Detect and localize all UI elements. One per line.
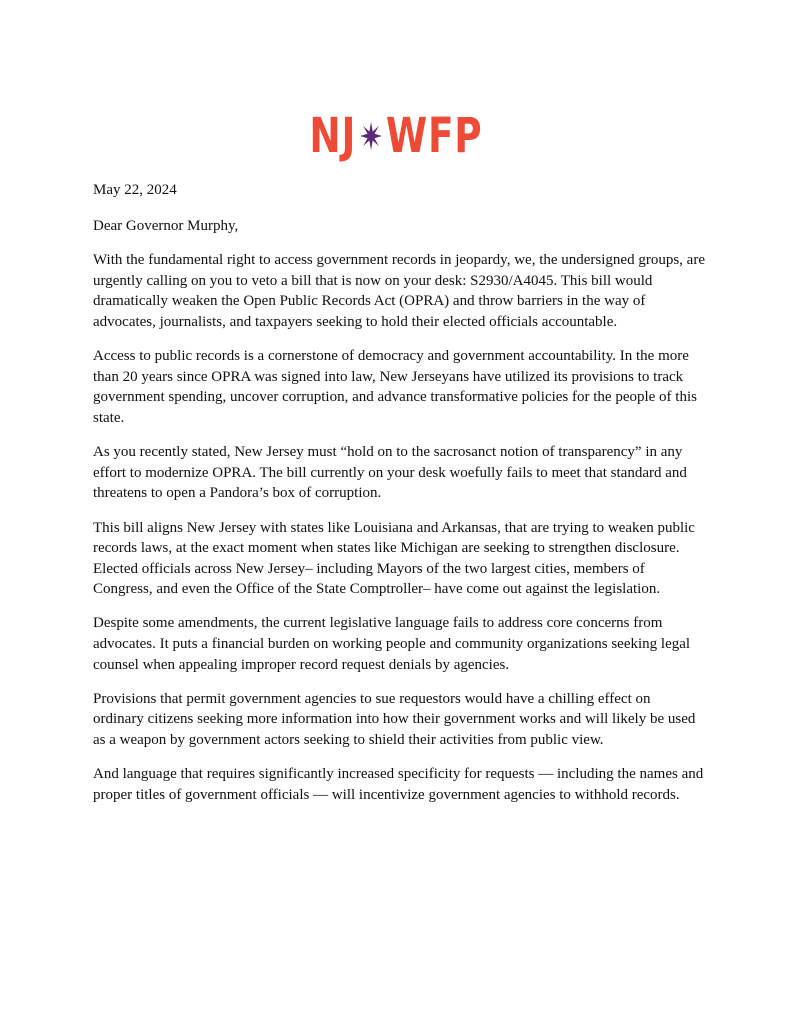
- letter-paragraph: This bill aligns New Jersey with states like Louisiana and Arkansas, that are trying to weaken public records laws, at the exact moment when states like Michigan are seeking to strengthen disclosure. Elected officials across New Jersey– including Mayors of the two largest cities, members of Congress, and even the Office of the State Comptroller– have come out against the legislation.: [93, 519, 695, 598]
- letter-paragraph: With the fundamental right to access government records in jeopardy, we, the undersigned groups, are urgently calling on you to veto a bill that is now on your desk: S2930/A4045. This bill would dramatically weaken the Open Public Records Act (OPRA) and throw barriers in the way of advocates, journalists, and taxpayers seeking to hold their elected officials accountable.: [93, 252, 705, 330]
- letter-body: [93, 180, 705, 819]
- purple-star-icon: [359, 121, 382, 151]
- nj-wfp-logo: [308, 108, 483, 164]
- letterhead-logo: [0, 108, 791, 164]
- logo-left-text: NJ: [308, 108, 356, 164]
- letter-paragraph: As you recently stated, New Jersey must “hold on to the sacrosanct notion of transparency” in any effort to modernize OPRA. The bill currently on your desk woefully fails to meet that standard and threatens to open a Pandora’s box of corruption.: [93, 444, 687, 502]
- letter-salutation: Dear Governor Murphy,: [93, 217, 239, 234]
- letter-paragraph: Access to public records is a cornerstone of democracy and government accountability. In the more than 20 years since OPRA was signed into law, New Jerseyans have utilized its provisions to track government spending, uncover corruption, and advance transformative policies for the people of this state.: [93, 348, 697, 426]
- letter-paragraph: Provisions that permit government agencies to sue requestors would have a chilling effect on ordinary citizens seeking more information into how their government works and will likely be used as a weapon by government actors seeking to shield their activities from public view.: [93, 690, 696, 749]
- letter-paragraph: Despite some amendments, the current legislative language fails to address core concerns from advocates. It puts a financial burden on working people and community organizations seeking legal counsel when appealing improper record request denials by agencies.: [93, 615, 691, 673]
- letter-date: May 22, 2024: [93, 182, 177, 198]
- logo-right-text: WFP: [385, 108, 483, 164]
- letter-paragraph: And language that requires significantly increased specificity for requests — including the names and proper titles of government officials — will incentivize government agencies to withhold records.: [93, 766, 704, 803]
